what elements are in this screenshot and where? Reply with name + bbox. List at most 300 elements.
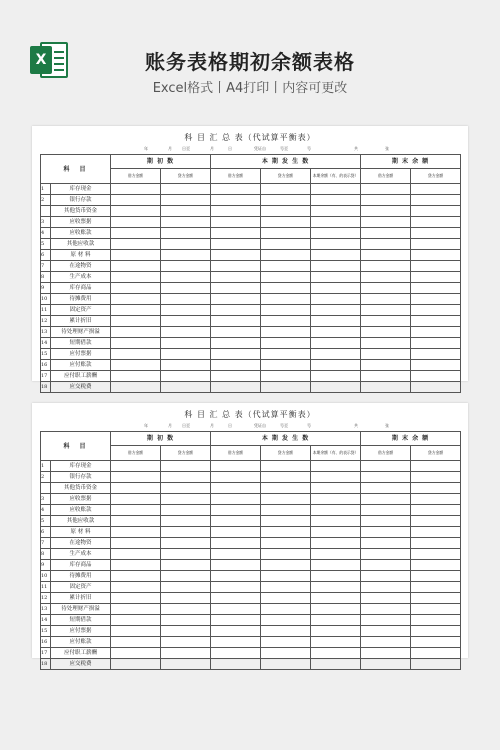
- amount-cell[interactable]: [261, 637, 311, 648]
- amount-cell[interactable]: [411, 571, 461, 582]
- amount-cell[interactable]: [361, 250, 411, 261]
- amount-cell[interactable]: [361, 217, 411, 228]
- amount-cell[interactable]: [111, 239, 161, 250]
- meta-day: 日至: [182, 423, 190, 428]
- amount-cell[interactable]: [211, 371, 261, 382]
- amount-cell[interactable]: [361, 604, 411, 615]
- amount-cell[interactable]: [361, 483, 411, 494]
- amount-cell[interactable]: [261, 250, 311, 261]
- amount-cell[interactable]: [161, 382, 211, 393]
- amount-cell[interactable]: [161, 283, 211, 294]
- amount-cell[interactable]: [211, 360, 261, 371]
- amount-cell[interactable]: [111, 571, 161, 582]
- amount-cell[interactable]: [161, 360, 211, 371]
- amount-cell[interactable]: [411, 494, 461, 505]
- amount-cell[interactable]: [311, 283, 361, 294]
- amount-cell[interactable]: [411, 472, 461, 483]
- amount-cell[interactable]: [311, 494, 361, 505]
- amount-cell[interactable]: [311, 560, 361, 571]
- amount-cell[interactable]: [211, 316, 261, 327]
- amount-cell[interactable]: [161, 272, 211, 283]
- amount-cell[interactable]: [311, 593, 361, 604]
- amount-cell[interactable]: [261, 228, 311, 239]
- amount-cell[interactable]: [361, 206, 411, 217]
- amount-cell[interactable]: [361, 538, 411, 549]
- amount-cell[interactable]: [111, 549, 161, 560]
- amount-cell[interactable]: [361, 560, 411, 571]
- row-number: 10: [41, 294, 51, 305]
- amount-cell[interactable]: [411, 582, 461, 593]
- amount-cell[interactable]: [311, 549, 361, 560]
- amount-cell[interactable]: [211, 272, 261, 283]
- amount-cell[interactable]: [161, 327, 211, 338]
- amount-cell[interactable]: [111, 604, 161, 615]
- amount-cell[interactable]: [411, 648, 461, 659]
- amount-cell[interactable]: [211, 516, 261, 527]
- amount-cell[interactable]: [111, 261, 161, 272]
- amount-cell[interactable]: [211, 294, 261, 305]
- meta-month: 月: [168, 146, 172, 151]
- row-number: 2: [41, 195, 51, 206]
- amount-cell[interactable]: [361, 239, 411, 250]
- amount-cell[interactable]: [211, 382, 261, 393]
- amount-cell[interactable]: [311, 571, 361, 582]
- amount-cell[interactable]: [411, 349, 461, 360]
- amount-cell[interactable]: [261, 516, 311, 527]
- row-number: 15: [41, 626, 51, 637]
- amount-cell[interactable]: [161, 250, 211, 261]
- amount-cell[interactable]: [311, 472, 361, 483]
- amount-cell[interactable]: [261, 560, 311, 571]
- amount-cell[interactable]: [311, 316, 361, 327]
- amount-cell[interactable]: [261, 217, 311, 228]
- amount-cell[interactable]: [111, 305, 161, 316]
- amount-cell[interactable]: [361, 338, 411, 349]
- amount-cell[interactable]: [111, 294, 161, 305]
- amount-cell[interactable]: [261, 494, 311, 505]
- amount-cell[interactable]: [311, 294, 361, 305]
- row-number: 18: [41, 382, 51, 393]
- amount-cell[interactable]: [161, 239, 211, 250]
- amount-cell[interactable]: [211, 461, 261, 472]
- amount-cell[interactable]: [361, 582, 411, 593]
- amount-cell[interactable]: [361, 195, 411, 206]
- amount-cell[interactable]: [411, 327, 461, 338]
- amount-cell[interactable]: [211, 626, 261, 637]
- amount-cell[interactable]: [361, 615, 411, 626]
- amount-cell[interactable]: [161, 349, 211, 360]
- amount-cell[interactable]: [361, 305, 411, 316]
- table-row: [41, 505, 461, 516]
- amount-cell[interactable]: [411, 360, 461, 371]
- amount-cell[interactable]: [311, 461, 361, 472]
- amount-cell[interactable]: [411, 516, 461, 527]
- amount-cell[interactable]: [211, 648, 261, 659]
- amount-cell[interactable]: [211, 195, 261, 206]
- amount-cell[interactable]: [211, 184, 261, 195]
- amount-cell[interactable]: [311, 349, 361, 360]
- amount-cell[interactable]: [161, 338, 211, 349]
- amount-cell[interactable]: [361, 571, 411, 582]
- amount-cell[interactable]: [211, 615, 261, 626]
- amount-cell[interactable]: [311, 637, 361, 648]
- amount-cell[interactable]: [311, 659, 361, 670]
- meta-month-2: 月: [210, 146, 214, 151]
- amount-cell[interactable]: [411, 305, 461, 316]
- amount-cell[interactable]: [161, 538, 211, 549]
- amount-cell[interactable]: [361, 360, 411, 371]
- amount-cell[interactable]: [361, 283, 411, 294]
- account-name: 其他货币资金: [51, 483, 111, 494]
- amount-cell[interactable]: [161, 461, 211, 472]
- amount-cell[interactable]: [261, 316, 311, 327]
- amount-cell[interactable]: [211, 239, 261, 250]
- amount-cell[interactable]: [311, 582, 361, 593]
- amount-cell[interactable]: [361, 505, 411, 516]
- amount-cell[interactable]: [361, 516, 411, 527]
- amount-cell[interactable]: [411, 560, 461, 571]
- amount-cell[interactable]: [211, 549, 261, 560]
- account-name: 待处理财产损溢: [51, 327, 111, 338]
- amount-cell[interactable]: [161, 206, 211, 217]
- amount-cell[interactable]: [411, 483, 461, 494]
- amount-cell[interactable]: [111, 648, 161, 659]
- amount-cell[interactable]: [211, 604, 261, 615]
- amount-cell[interactable]: [311, 371, 361, 382]
- amount-cell[interactable]: [361, 261, 411, 272]
- amount-cell[interactable]: [361, 461, 411, 472]
- amount-cell[interactable]: [311, 261, 361, 272]
- amount-cell[interactable]: [161, 648, 211, 659]
- amount-cell[interactable]: [311, 305, 361, 316]
- amount-cell[interactable]: [411, 184, 461, 195]
- group-opening: 期 初 数: [111, 155, 211, 169]
- amount-cell[interactable]: [111, 250, 161, 261]
- amount-cell[interactable]: [411, 195, 461, 206]
- account-name: 应收票据: [51, 494, 111, 505]
- table-row: [41, 250, 461, 261]
- amount-cell[interactable]: [261, 371, 311, 382]
- opening-credit: 贷方金额: [161, 169, 211, 184]
- amount-cell[interactable]: [261, 461, 311, 472]
- amount-cell[interactable]: [111, 626, 161, 637]
- amount-cell[interactable]: [211, 338, 261, 349]
- amount-cell[interactable]: [261, 604, 311, 615]
- amount-cell[interactable]: [411, 261, 461, 272]
- amount-cell[interactable]: [161, 371, 211, 382]
- amount-cell[interactable]: [261, 305, 311, 316]
- amount-cell[interactable]: [361, 184, 411, 195]
- amount-cell[interactable]: [161, 615, 211, 626]
- meta-day: 日至: [182, 146, 190, 151]
- account-name: 应付职工薪酬: [51, 371, 111, 382]
- amount-cell[interactable]: [261, 582, 311, 593]
- table-row: [41, 494, 461, 505]
- amount-cell[interactable]: [411, 659, 461, 670]
- amount-cell[interactable]: [111, 560, 161, 571]
- amount-cell[interactable]: [311, 228, 361, 239]
- amount-cell[interactable]: [111, 615, 161, 626]
- amount-cell[interactable]: [211, 206, 261, 217]
- amount-cell[interactable]: [261, 549, 311, 560]
- amount-cell[interactable]: [361, 494, 411, 505]
- amount-cell[interactable]: [411, 283, 461, 294]
- amount-cell[interactable]: [311, 272, 361, 283]
- amount-cell[interactable]: [361, 371, 411, 382]
- amount-cell[interactable]: [411, 461, 461, 472]
- amount-cell[interactable]: [311, 250, 361, 261]
- amount-cell[interactable]: [311, 382, 361, 393]
- amount-cell[interactable]: [261, 206, 311, 217]
- amount-cell[interactable]: [361, 527, 411, 538]
- amount-cell[interactable]: [111, 360, 161, 371]
- amount-cell[interactable]: [261, 483, 311, 494]
- amount-cell[interactable]: [111, 505, 161, 516]
- amount-cell[interactable]: [261, 659, 311, 670]
- amount-cell[interactable]: [261, 538, 311, 549]
- amount-cell[interactable]: [411, 637, 461, 648]
- amount-cell[interactable]: [111, 461, 161, 472]
- amount-cell[interactable]: [361, 593, 411, 604]
- amount-cell[interactable]: [161, 560, 211, 571]
- amount-cell[interactable]: [161, 217, 211, 228]
- amount-cell[interactable]: [361, 294, 411, 305]
- amount-cell[interactable]: [411, 593, 461, 604]
- amount-cell[interactable]: [311, 195, 361, 206]
- amount-cell[interactable]: [261, 593, 311, 604]
- amount-cell[interactable]: [261, 472, 311, 483]
- amount-cell[interactable]: [411, 615, 461, 626]
- amount-cell[interactable]: [211, 637, 261, 648]
- amount-cell[interactable]: [111, 582, 161, 593]
- amount-cell[interactable]: [361, 382, 411, 393]
- amount-cell[interactable]: [311, 360, 361, 371]
- amount-cell[interactable]: [111, 206, 161, 217]
- current-debit: 借方金额: [211, 169, 261, 184]
- amount-cell[interactable]: [361, 648, 411, 659]
- amount-cell[interactable]: [211, 250, 261, 261]
- amount-cell[interactable]: [261, 272, 311, 283]
- amount-cell[interactable]: [111, 283, 161, 294]
- amount-cell[interactable]: [161, 637, 211, 648]
- amount-cell[interactable]: [161, 516, 211, 527]
- amount-cell[interactable]: [161, 626, 211, 637]
- amount-cell[interactable]: [211, 538, 261, 549]
- amount-cell[interactable]: [261, 349, 311, 360]
- amount-cell[interactable]: [411, 538, 461, 549]
- amount-cell[interactable]: [111, 327, 161, 338]
- amount-cell[interactable]: [261, 382, 311, 393]
- amount-cell[interactable]: [111, 217, 161, 228]
- amount-cell[interactable]: [261, 184, 311, 195]
- amount-cell[interactable]: [411, 217, 461, 228]
- amount-cell[interactable]: [411, 228, 461, 239]
- amount-cell[interactable]: [311, 516, 361, 527]
- amount-cell[interactable]: [411, 316, 461, 327]
- amount-cell[interactable]: [161, 571, 211, 582]
- amount-cell[interactable]: [111, 494, 161, 505]
- amount-cell[interactable]: [111, 228, 161, 239]
- account-name: 短期借款: [51, 615, 111, 626]
- amount-cell[interactable]: [111, 349, 161, 360]
- amount-cell[interactable]: [211, 305, 261, 316]
- amount-cell[interactable]: [161, 505, 211, 516]
- table-row: [41, 272, 461, 283]
- amount-cell[interactable]: [361, 659, 411, 670]
- amount-cell[interactable]: [361, 472, 411, 483]
- amount-cell[interactable]: [261, 571, 311, 582]
- amount-cell[interactable]: [211, 593, 261, 604]
- amount-cell[interactable]: [311, 604, 361, 615]
- amount-cell[interactable]: [261, 283, 311, 294]
- amount-cell[interactable]: [261, 360, 311, 371]
- table-row: [41, 382, 461, 393]
- amount-cell[interactable]: [161, 305, 211, 316]
- amount-cell[interactable]: [261, 527, 311, 538]
- amount-cell[interactable]: [411, 527, 461, 538]
- amount-cell[interactable]: [111, 538, 161, 549]
- amount-cell[interactable]: [311, 505, 361, 516]
- amount-cell[interactable]: [411, 382, 461, 393]
- amount-cell[interactable]: [311, 217, 361, 228]
- amount-cell[interactable]: [111, 637, 161, 648]
- amount-cell[interactable]: [211, 571, 261, 582]
- amount-cell[interactable]: [111, 316, 161, 327]
- amount-cell[interactable]: [161, 294, 211, 305]
- amount-cell[interactable]: [161, 549, 211, 560]
- amount-cell[interactable]: [211, 261, 261, 272]
- amount-cell[interactable]: [211, 217, 261, 228]
- amount-cell[interactable]: [161, 483, 211, 494]
- amount-cell[interactable]: [111, 527, 161, 538]
- amount-cell[interactable]: [161, 527, 211, 538]
- amount-cell[interactable]: [111, 472, 161, 483]
- row-number: 10: [41, 571, 51, 582]
- amount-cell[interactable]: [311, 648, 361, 659]
- amount-cell[interactable]: [261, 626, 311, 637]
- amount-cell[interactable]: [261, 615, 311, 626]
- amount-cell[interactable]: [411, 239, 461, 250]
- amount-cell[interactable]: [261, 648, 311, 659]
- amount-cell[interactable]: [361, 316, 411, 327]
- account-name: 其他应收款: [51, 239, 111, 250]
- amount-cell[interactable]: [411, 294, 461, 305]
- amount-cell[interactable]: [111, 272, 161, 283]
- amount-cell[interactable]: [311, 327, 361, 338]
- amount-cell[interactable]: [411, 604, 461, 615]
- amount-cell[interactable]: [111, 659, 161, 670]
- amount-cell[interactable]: [161, 316, 211, 327]
- amount-cell[interactable]: [111, 483, 161, 494]
- amount-cell[interactable]: [261, 327, 311, 338]
- amount-cell[interactable]: [411, 626, 461, 637]
- amount-cell[interactable]: [411, 549, 461, 560]
- amount-cell[interactable]: [161, 593, 211, 604]
- amount-cell[interactable]: [111, 516, 161, 527]
- amount-cell[interactable]: [111, 338, 161, 349]
- opening-debit: 借方金额: [111, 169, 161, 184]
- amount-cell[interactable]: [211, 505, 261, 516]
- amount-cell[interactable]: [311, 527, 361, 538]
- amount-cell[interactable]: [211, 659, 261, 670]
- amount-cell[interactable]: [211, 327, 261, 338]
- amount-cell[interactable]: [411, 250, 461, 261]
- amount-cell[interactable]: [411, 505, 461, 516]
- amount-cell[interactable]: [361, 327, 411, 338]
- table-row: [41, 659, 461, 670]
- closing-credit: 贷方金额: [411, 446, 461, 461]
- amount-cell[interactable]: [211, 527, 261, 538]
- amount-cell[interactable]: [261, 294, 311, 305]
- amount-cell[interactable]: [361, 349, 411, 360]
- amount-cell[interactable]: [211, 228, 261, 239]
- group-opening: 期 初 数: [111, 432, 211, 446]
- amount-cell[interactable]: [411, 371, 461, 382]
- amount-cell[interactable]: [161, 184, 211, 195]
- amount-cell[interactable]: [311, 615, 361, 626]
- account-name: 固定资产: [51, 305, 111, 316]
- amount-cell[interactable]: [161, 472, 211, 483]
- meta-pages: 张: [385, 423, 389, 428]
- amount-cell[interactable]: [311, 338, 361, 349]
- amount-cell[interactable]: [261, 505, 311, 516]
- amount-cell[interactable]: [211, 483, 261, 494]
- amount-cell[interactable]: [361, 272, 411, 283]
- amount-cell[interactable]: [211, 494, 261, 505]
- amount-cell[interactable]: [161, 582, 211, 593]
- amount-cell[interactable]: [111, 195, 161, 206]
- amount-cell[interactable]: [161, 604, 211, 615]
- amount-cell[interactable]: [111, 593, 161, 604]
- amount-cell[interactable]: [361, 637, 411, 648]
- amount-cell[interactable]: [211, 560, 261, 571]
- amount-cell[interactable]: [261, 239, 311, 250]
- amount-cell[interactable]: [211, 283, 261, 294]
- amount-cell[interactable]: [411, 338, 461, 349]
- amount-cell[interactable]: [211, 582, 261, 593]
- amount-cell[interactable]: [311, 239, 361, 250]
- amount-cell[interactable]: [261, 195, 311, 206]
- amount-cell[interactable]: [161, 261, 211, 272]
- amount-cell[interactable]: [311, 184, 361, 195]
- amount-cell[interactable]: [161, 494, 211, 505]
- amount-cell[interactable]: [211, 349, 261, 360]
- amount-cell[interactable]: [261, 261, 311, 272]
- amount-cell[interactable]: [111, 382, 161, 393]
- amount-cell[interactable]: [161, 195, 211, 206]
- amount-cell[interactable]: [161, 228, 211, 239]
- amount-cell[interactable]: [361, 626, 411, 637]
- amount-cell[interactable]: [361, 549, 411, 560]
- amount-cell[interactable]: [261, 338, 311, 349]
- row-number: 14: [41, 615, 51, 626]
- amount-cell[interactable]: [361, 228, 411, 239]
- amount-cell[interactable]: [311, 206, 361, 217]
- table-row: [41, 461, 461, 472]
- amount-cell[interactable]: [311, 538, 361, 549]
- amount-cell[interactable]: [111, 184, 161, 195]
- group-closing: 期 末 余 额: [361, 432, 461, 446]
- amount-cell[interactable]: [111, 371, 161, 382]
- row-number: 4: [41, 505, 51, 516]
- amount-cell[interactable]: [411, 272, 461, 283]
- amount-cell[interactable]: [311, 626, 361, 637]
- amount-cell[interactable]: [311, 483, 361, 494]
- amount-cell[interactable]: [161, 659, 211, 670]
- amount-cell[interactable]: [211, 472, 261, 483]
- row-number: 6: [41, 527, 51, 538]
- amount-cell[interactable]: [411, 206, 461, 217]
